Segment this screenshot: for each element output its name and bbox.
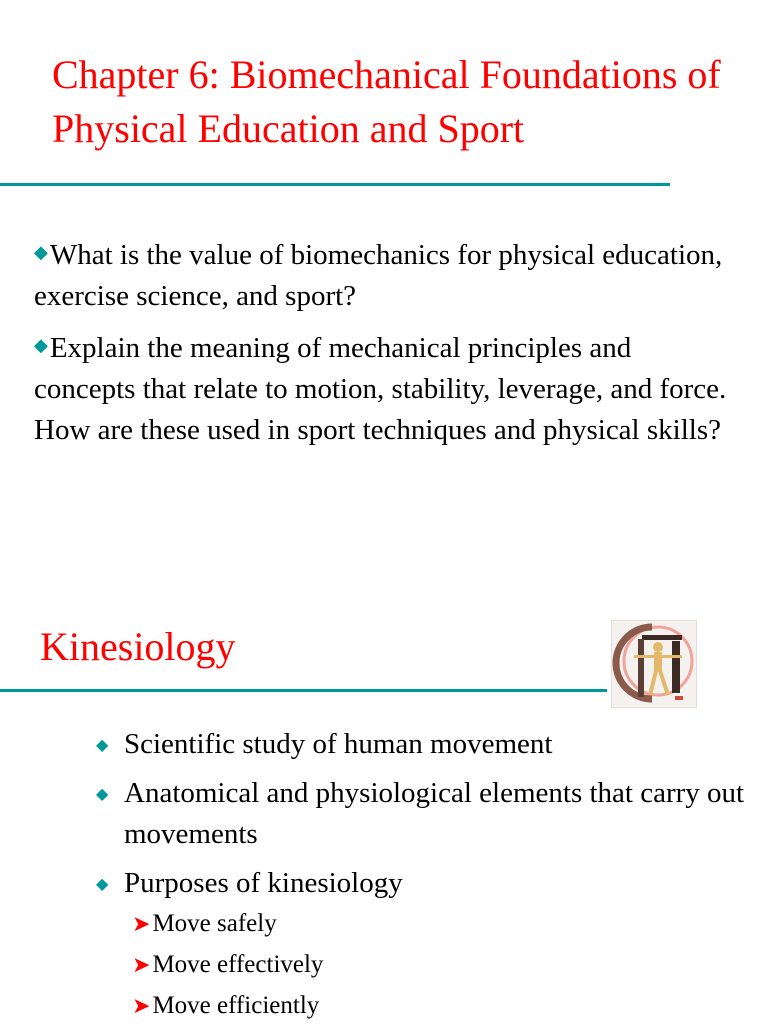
slide-2-bullet-list <box>96 724 746 1027</box>
slide-1-title: Chapter 6: Biomechanical Foundations of Physical Education and Sport <box>52 52 721 151</box>
diamond-icon: ◆ <box>96 784 109 803</box>
sub-bullet-text: Move efficiently <box>152 992 320 1019</box>
arrowhead-icon: ➤ <box>132 912 151 937</box>
bullet-text: Purposes of kinesiology <box>124 867 403 899</box>
slide-2 <box>0 600 768 1024</box>
arrowhead-icon: ➤ <box>132 994 151 1019</box>
title-underline <box>0 689 607 692</box>
slide-1-bullet-list <box>34 232 734 459</box>
diamond-icon: ◆ <box>96 735 109 754</box>
sub-bullet-item <box>96 904 746 945</box>
sub-bullet-item <box>96 945 746 986</box>
slide-2-title: Kinesiology <box>40 624 236 669</box>
bullet-item <box>34 325 734 451</box>
bullet-item <box>34 232 734 317</box>
bullet-item <box>96 773 746 855</box>
bullet-text: Scientific study of human movement <box>124 728 553 760</box>
bullet-text: Anatomical and physiological elements that carry out movements <box>124 777 745 850</box>
bullet-text: What is the value of biomechanics for physical education, exercise science, and sport? <box>34 239 723 312</box>
sub-bullet-text: Move safely <box>152 910 277 937</box>
bullet-item <box>96 724 746 765</box>
arrowhead-icon: ➤ <box>132 953 151 978</box>
title-underline <box>0 183 670 186</box>
diamond-icon: ◆ <box>34 335 48 356</box>
diamond-icon: ◆ <box>34 242 48 263</box>
bullet-text: Explain the meaning of mechanical principles and concepts that relate to motion, stability, leverage, and force. How are these used in sport techniques and physical skills? <box>34 332 727 446</box>
sub-bullet-text: Move effectively <box>152 951 324 978</box>
sub-bullet-item <box>96 986 746 1027</box>
bullet-item <box>96 863 746 904</box>
vitruvian-man-logo <box>611 620 697 708</box>
diamond-icon: ◆ <box>96 874 109 893</box>
